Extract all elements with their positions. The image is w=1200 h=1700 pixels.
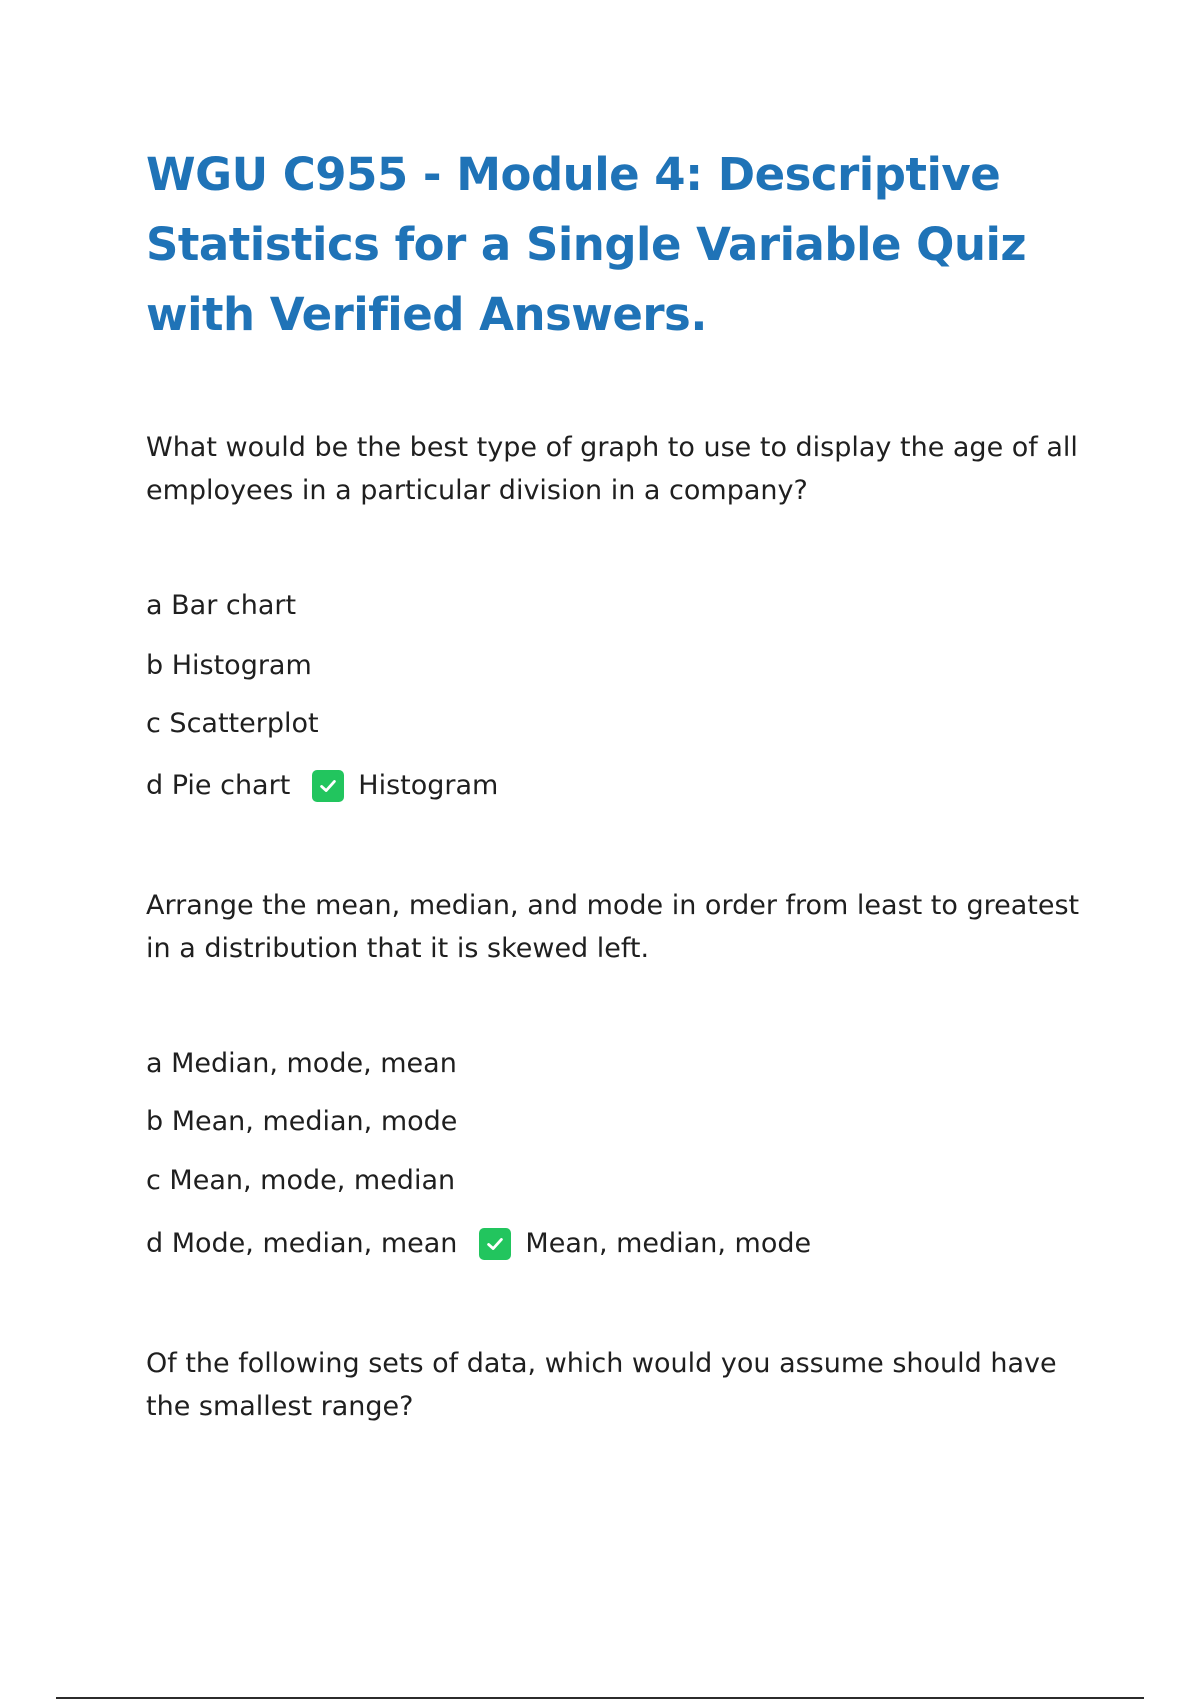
- option-a: a Bar chart: [146, 590, 297, 621]
- question-2: [146, 884, 1086, 970]
- option-d-with-answer: [146, 768, 498, 804]
- question-1: [146, 426, 1086, 512]
- option-b: b Mean, median, mode: [146, 1106, 458, 1137]
- question-text: Of the following sets of data, which would you assume should have the smallest range?: [146, 1348, 1057, 1422]
- option-d: d Mode, median, mean: [146, 1228, 458, 1259]
- page-title: WGU C955 - Module 4: Descriptive Statistics for a Single Variable Quiz with Verified Answers.: [146, 148, 1027, 341]
- option-a: a Median, mode, mean: [146, 1048, 457, 1079]
- option-d: d Pie chart: [146, 770, 291, 801]
- option-c: c Mean, mode, median: [146, 1165, 456, 1196]
- option-d-with-answer: [146, 1226, 811, 1262]
- check-icon: [312, 770, 344, 802]
- correct-answer: Mean, median, mode: [525, 1228, 812, 1259]
- document-page: [146, 140, 1086, 350]
- question-3: [146, 1342, 1086, 1428]
- check-icon: [479, 1228, 511, 1260]
- correct-answer: Histogram: [358, 770, 499, 801]
- page-divider: [56, 1697, 1144, 1699]
- question-text: What would be the best type of graph to use to display the age of all employees in a particular division in a company?: [146, 432, 1078, 506]
- question-text: Arrange the mean, median, and mode in order from least to greatest in a distribution that it is skewed left.: [146, 890, 1080, 964]
- option-b: b Histogram: [146, 650, 312, 681]
- option-c: c Scatterplot: [146, 708, 319, 739]
